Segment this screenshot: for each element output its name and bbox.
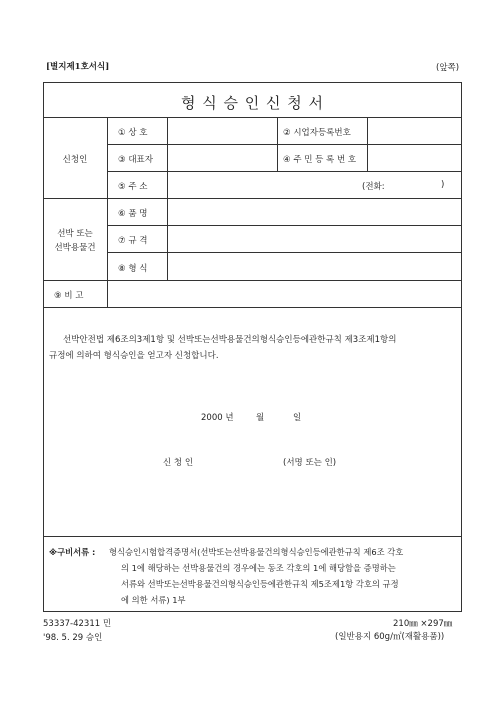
resident-number-label: ④ 주 민 등 록 번 호	[283, 155, 357, 165]
spec-field[interactable]	[168, 226, 461, 251]
date-day-field[interactable]	[268, 408, 292, 422]
type-field[interactable]	[168, 253, 461, 279]
date-month: 월	[256, 413, 265, 423]
remarks-label: ⑨ 비 고	[54, 291, 84, 301]
company-name-field[interactable]	[168, 118, 276, 143]
sign-or-seal-label: (서명 또는 인)	[283, 458, 337, 468]
attachments-line-3: 서류와 선박또는선박용물건의형식승인등에관한규칙 제5조제1항 각호의 규정	[121, 579, 399, 589]
remarks-field[interactable]	[108, 281, 461, 306]
representative-field[interactable]	[168, 145, 276, 170]
paper-spec: (일반용지 60g/㎡(재활용품))	[335, 632, 445, 642]
item-name-label: ⑥ 품 명	[118, 209, 148, 219]
type-label: ⑧ 형 식	[118, 264, 148, 274]
address-label: ⑤ 주 소	[118, 182, 148, 192]
paper-size: 210㎜ ×297㎜	[393, 619, 453, 629]
page-side-label: (앞쪽)	[436, 63, 460, 73]
form-title: 형 식 승 인 신 청 서	[180, 94, 325, 112]
date-month-field[interactable]	[238, 408, 256, 422]
form-code: 53337-42311 민	[43, 619, 112, 629]
form-number: [별지제1호서식]	[46, 62, 110, 72]
phone-label: (전화:	[362, 182, 385, 192]
ship-group-label-line1: 선박 또는	[57, 229, 93, 239]
business-number-field[interactable]	[368, 118, 461, 143]
attachments-label: ※구비서류 :	[49, 547, 96, 557]
spec-label: ⑦ 규 격	[118, 236, 148, 246]
representative-label: ③ 대표자	[118, 155, 153, 165]
ship-group-label-line2: 선박용물건	[54, 243, 96, 253]
date-day: 일	[293, 413, 302, 423]
attachments-line-1: 형식승인시험합격증명서(선박또는선박용물건의형식승인등에관한규칙 제6조 각호	[109, 547, 404, 557]
approval-date: '98. 5. 29 승인	[43, 633, 103, 643]
applicant-group-label: 신청인	[62, 155, 88, 165]
address-field[interactable]	[168, 172, 358, 197]
attachments-line-2: 의 1에 해당하는 선박용물건의 경우에는 동조 각호의 1에 해당함을 증명하는	[121, 563, 396, 573]
attachments-line-4: 에 의한 서류) 1부	[121, 595, 186, 605]
item-name-field[interactable]	[168, 199, 461, 224]
phone-close-paren: )	[441, 180, 445, 190]
company-name-label: ① 상 호	[118, 128, 148, 138]
applicant-signature-label: 신 청 인	[163, 458, 194, 468]
business-number-label: ② 시업자등록번호	[283, 128, 351, 138]
statement-line-1: 선박안전법 제6조의3제1항 및 선박또는선박용물건의형식승인등에관한규칙 제3조제1항의	[63, 335, 397, 345]
applicant-signature-field[interactable]	[205, 452, 280, 468]
date-year: 2000 년	[201, 413, 234, 423]
statement-line-2: 규정에 의하여 형식승인을 얻고자 신청합니다.	[49, 351, 219, 361]
resident-number-field[interactable]	[368, 145, 461, 170]
